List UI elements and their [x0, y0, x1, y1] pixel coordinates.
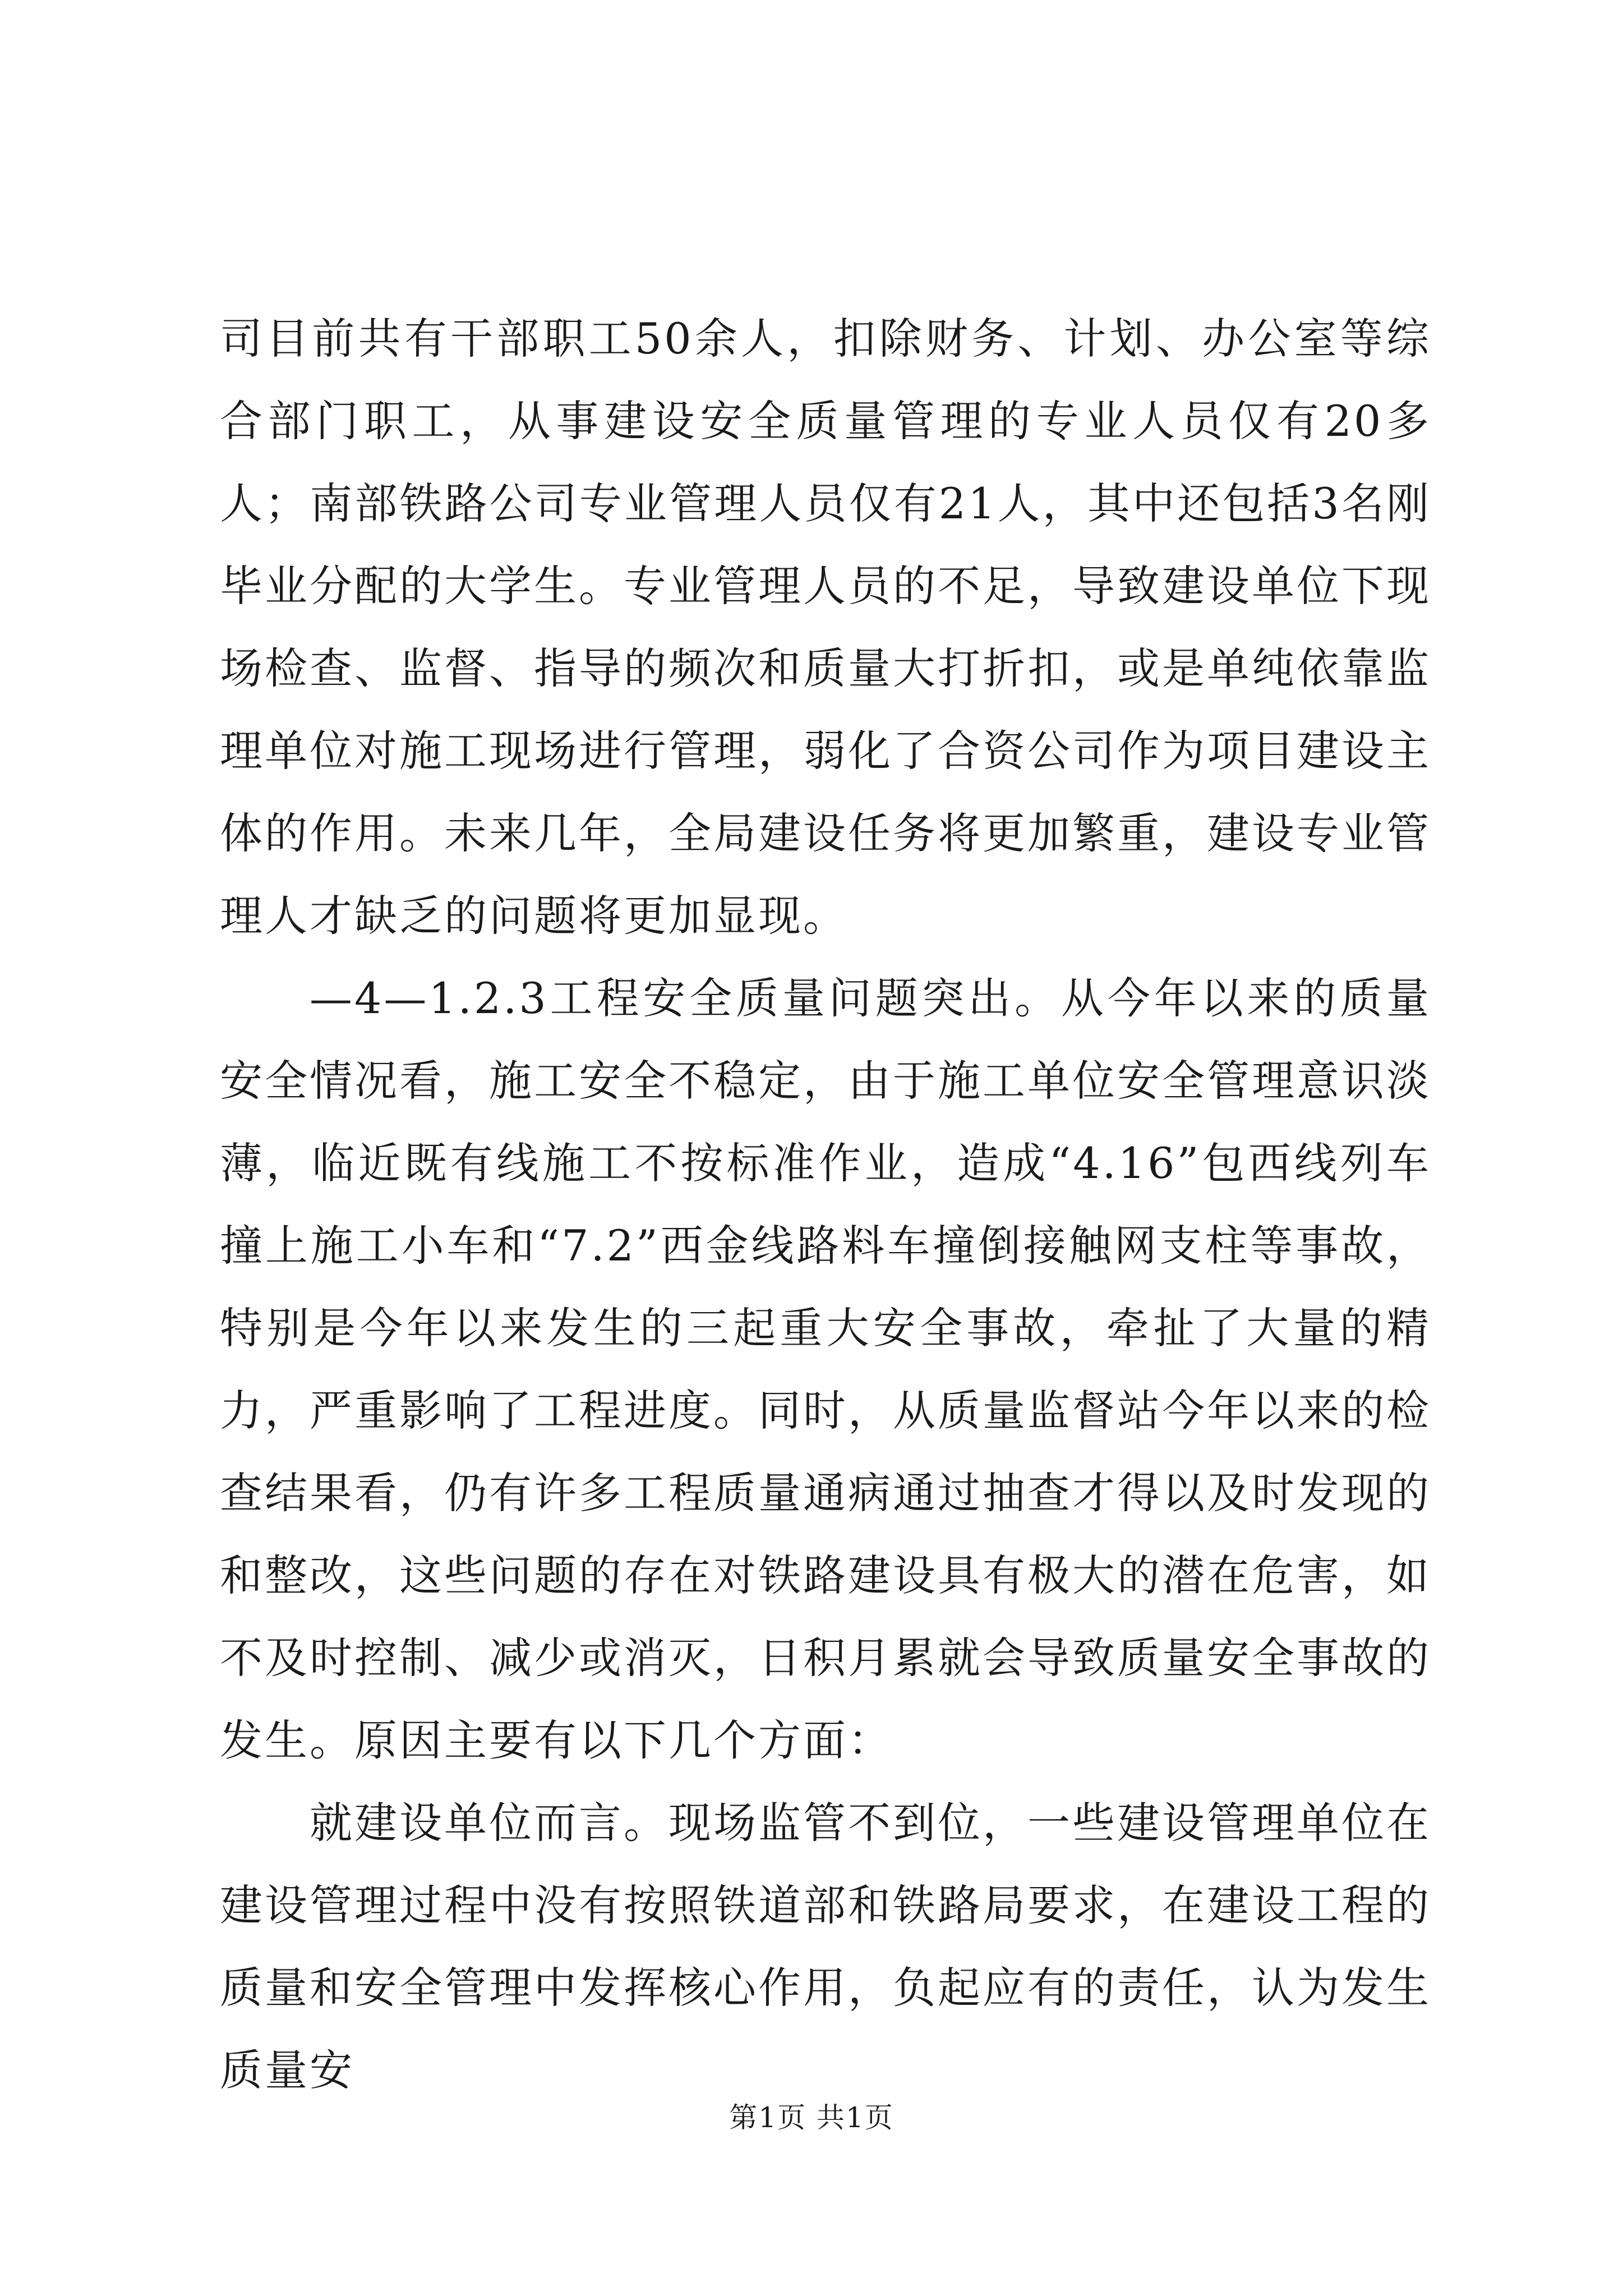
document-body [220, 297, 1431, 2111]
page-footer: 第1页 共1页 [729, 2101, 894, 2134]
paragraph-construction-unit: 就建设单位而言。现场监管不到位，一些建设管理单位在建设管理过程中没有按照铁道部和铁路局要求，在建设工程的质量和安全管理中发挥核心作用，负起应有的责任，认为发生质量安 [220, 1798, 1431, 2095]
paragraph-quality-safety: —4—1.2.3工程安全质量问题突出。从今年以来的质量安全情况看，施工安全不稳定，由于施工单位安全管理意识淡薄，临近既有线施工不按标准作业，造成“4.16”包西线列车撞上施工小车和“7.2”西金线路料车撞倒接触网支柱等事故，特别是今年以来发生的三起重大安全事故，牵扯了大量的精力，严重影响了工程进度。同时，从质量监督站今年以来的检查结果看，仍有许多工程质量通病通过抽查才得以及时发现的和整改，这些问题的存在对铁路建设具有极大的潜在危害，如不及时控制、减少或消灭，日积月累就会导致质量安全事故的发生。原因主要有以下几个方面： [220, 973, 1431, 1765]
paragraph-staffing: 司目前共有干部职工50余人，扣除财务、计划、办公室等综合部门职工，从事建设安全质量管理的专业人员仅有20多人；南部铁路公司专业管理人员仅有21人，其中还包括3名刚毕业分配的大学生。专业管理人员的不足，导致建设单位下现场检查、监督、指导的频次和质量大打折扣，或是单纯依靠监理单位对施工现场进行管理，弱化了合资公司作为项目建设主体的作用。未来几年，全局建设任务将更加繁重，建设专业管理人才缺乏的问题将更加显现。 [220, 314, 1431, 941]
